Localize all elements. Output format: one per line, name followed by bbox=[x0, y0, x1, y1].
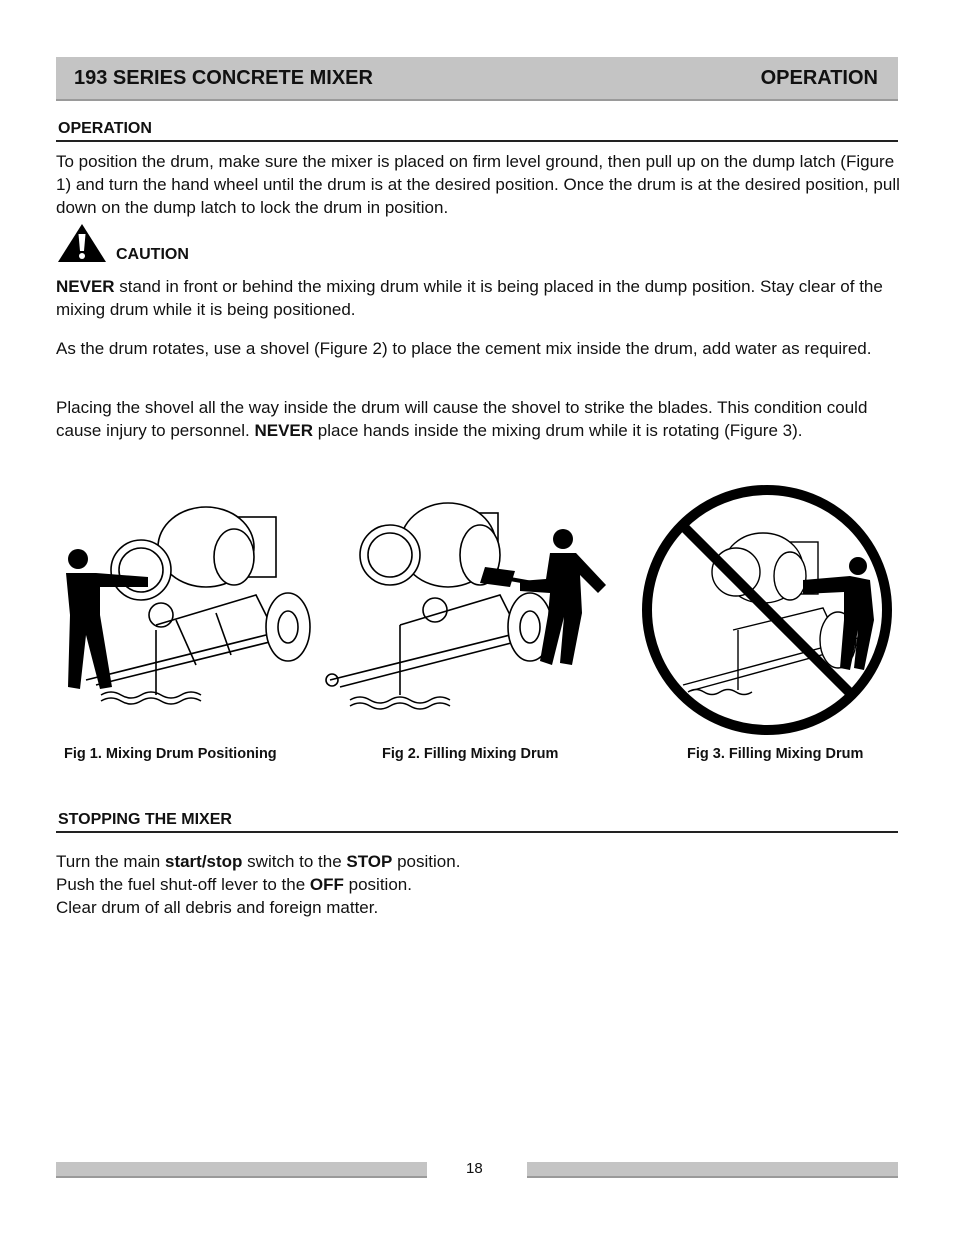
blades-text-1: Placing the shovel all the way inside the drum will cause the shovel to strike the blades. This condition could cause injury to personnel. bbox=[56, 398, 868, 440]
shovel-paragraph: As the drum rotates, use a shovel (Figure 2) to place the cement mix inside the drum, add water as required. bbox=[56, 339, 872, 358]
section-title: OPERATION bbox=[760, 67, 878, 89]
document-title: 193 SERIES CONCRETE MIXER bbox=[74, 67, 373, 89]
page-header-bar bbox=[56, 57, 898, 101]
stopping-line-3: Clear drum of all debris and foreign matter. bbox=[56, 898, 379, 917]
figure-3-caption: Fig 3. Filling Mixing Drum bbox=[687, 746, 864, 762]
text-segment: position. bbox=[392, 852, 461, 871]
figure-1-caption: Fig 1. Mixing Drum Positioning bbox=[64, 746, 277, 762]
warning-triangle-icon bbox=[56, 222, 108, 264]
blades-text-2: place hands inside the mixing drum while it is rotating (Figure 3). bbox=[313, 421, 803, 440]
figure-2-illustration bbox=[320, 495, 620, 720]
figure-1-illustration bbox=[56, 495, 316, 720]
caution-paragraph bbox=[56, 275, 904, 321]
text-segment: switch to the bbox=[242, 852, 347, 871]
never-emphasis: NEVER bbox=[56, 277, 115, 296]
text-segment: Push the fuel shut-off lever to the bbox=[56, 875, 310, 894]
stop-emphasis: STOP bbox=[346, 852, 393, 871]
stopping-heading: STOPPING THE MIXER bbox=[56, 811, 898, 833]
footer-bar-right bbox=[527, 1162, 898, 1178]
figure-2-caption: Fig 2. Filling Mixing Drum bbox=[382, 746, 559, 762]
caution-label: CAUTION bbox=[116, 246, 189, 263]
stopping-line-1 bbox=[56, 850, 902, 873]
stopping-line-2 bbox=[56, 873, 902, 896]
figure-3-illustration bbox=[638, 480, 898, 740]
operation-heading: OPERATION bbox=[56, 120, 898, 142]
off-emphasis: OFF bbox=[309, 875, 344, 894]
blades-paragraph bbox=[56, 396, 902, 442]
text-segment: position. bbox=[343, 875, 412, 894]
page-number: 18 bbox=[466, 1160, 483, 1177]
caution-text: stand in front or behind the mixing drum while it is being placed in the dump position. Stay clear of the mixing drum while it is being positioned. bbox=[56, 277, 883, 319]
start-stop-emphasis: start/stop bbox=[164, 852, 243, 871]
text-segment: Turn the main bbox=[56, 852, 165, 871]
operation-paragraph: To position the drum, make sure the mixer is placed on firm level ground, then pull up on the dump latch (Figure 1) and turn the hand wheel until the drum is at the desired position. Once the drum is at the desired position, pull down on the dump latch to lock the drum in position. bbox=[56, 152, 900, 217]
footer-bar-left bbox=[56, 1162, 427, 1178]
never-emphasis: NEVER bbox=[254, 421, 314, 440]
